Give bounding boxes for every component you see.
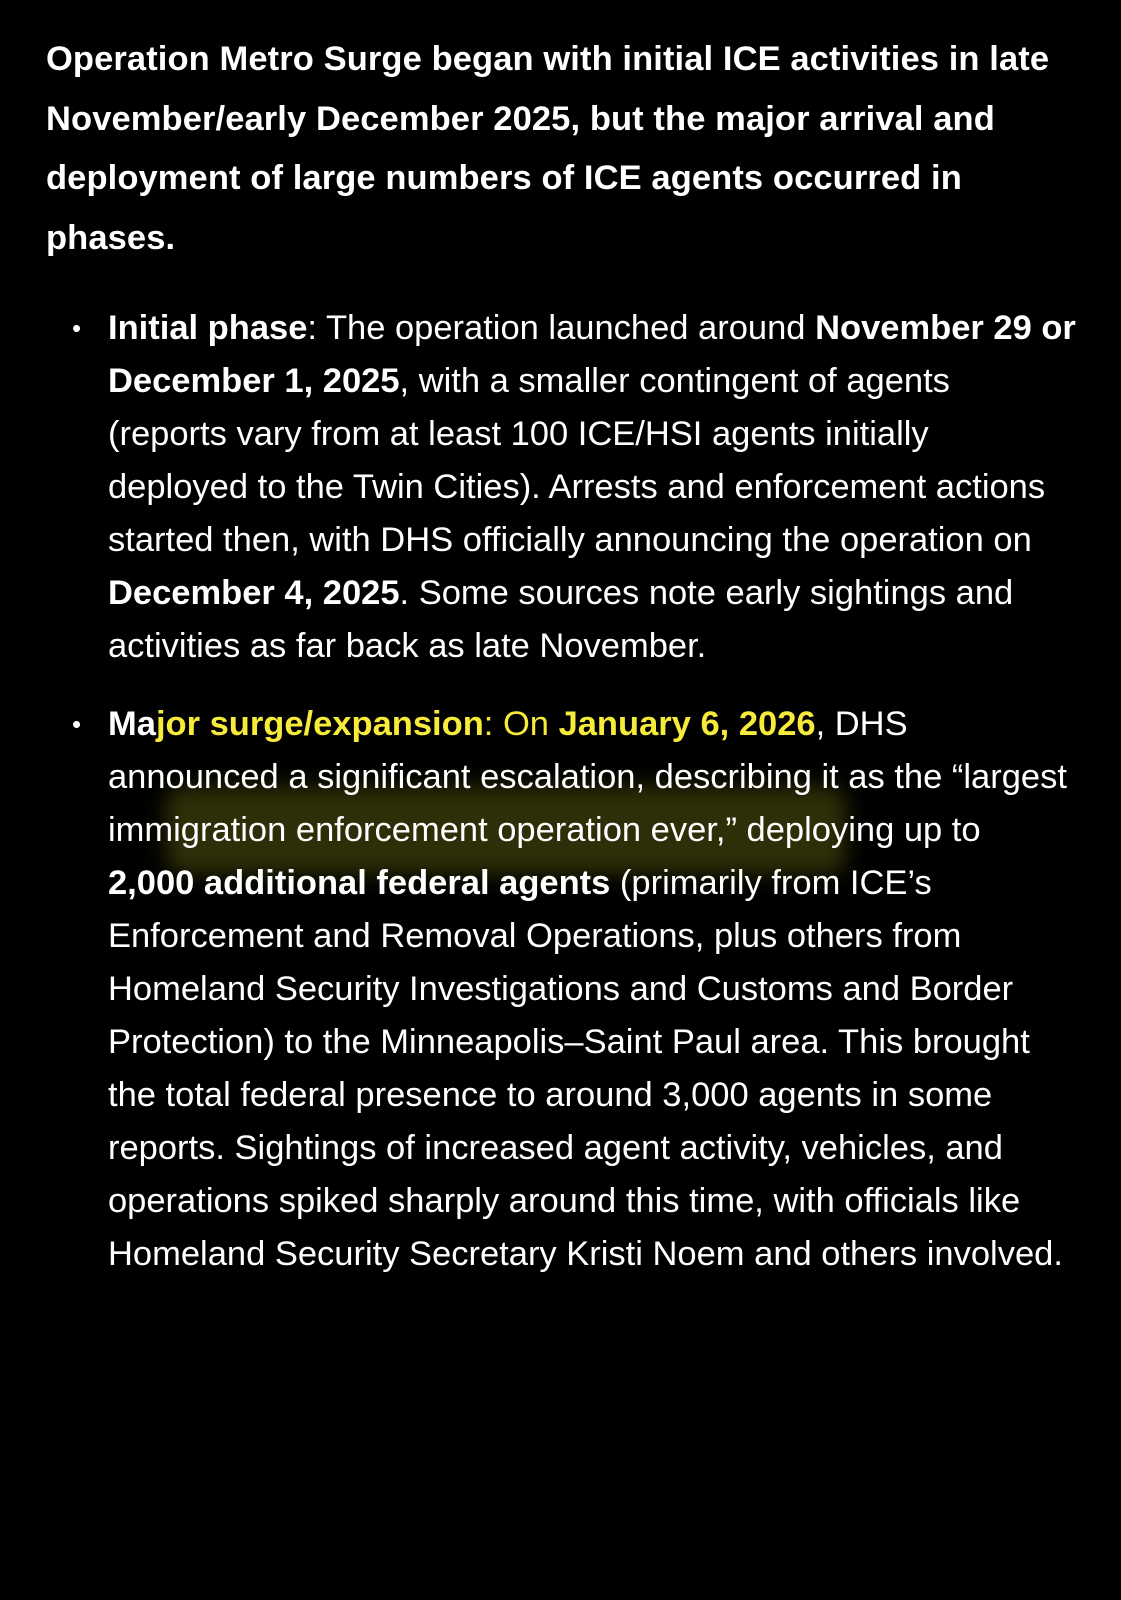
bullet-icon: • [72,709,82,739]
bullet-count-bold: 2,000 additional federal agents [108,864,611,902]
bullet-title-highlighted: jor surge/expansion [155,705,484,743]
bullet-title-prefix: Ma [108,705,156,743]
bullet-text: (primarily from ICE’s Enforcement and Removal Operations, plus others from Homeland Security Investigations and Customs and Border Protection) to the Minneapolis–Saint Paul area. This brought the total federal presence to around 3,000 agents in some reports. Sightings of increased agent activity, vehicles, and operations spiked sharply around this time, with officials like Homeland Security Secretary Kristi Noem and others involved. [108,864,1063,1273]
bullet-title: Initial phase [108,309,308,347]
phase-list [46,302,1076,1281]
bullet-date-bold: December 4, 2025 [108,574,400,612]
bullet-text: The operation launched around [325,309,816,347]
bullet-text: , with a smaller contingent of agents (reports vary from at least 100 ICE/HSI agents initially deployed to the Twin Cities). Arrests and enforcement actions started then, with DHS officially announcing the operation on [108,362,1055,559]
bullet-text-highlighted: On [502,705,559,743]
bullet-date-bold: November 29 or December 1, 2025 [108,309,1076,400]
list-item-initial-phase [46,302,1076,673]
bullet-text: , DHS announced a significant escalation, describing it as the “largest immigration enforcement operation ever,” deploying up to [108,705,1077,849]
intro-paragraph: Operation Metro Surge began with initial ICE activities in late November/early December 2025, but the major arrival and deployment of large numbers of ICE agents occurred in phases. [46,40,1050,257]
response-content [46,30,1076,1306]
bullet-text: . Some sources note early sightings and activities as far back as late November. [108,574,1023,665]
bullet-date-bold: January 6, 2026 [558,705,816,743]
list-item-major-surge [46,698,1076,1281]
bullet-icon: • [72,313,82,343]
bullet-separator: : [307,309,326,347]
bullet-separator: : [483,705,503,743]
